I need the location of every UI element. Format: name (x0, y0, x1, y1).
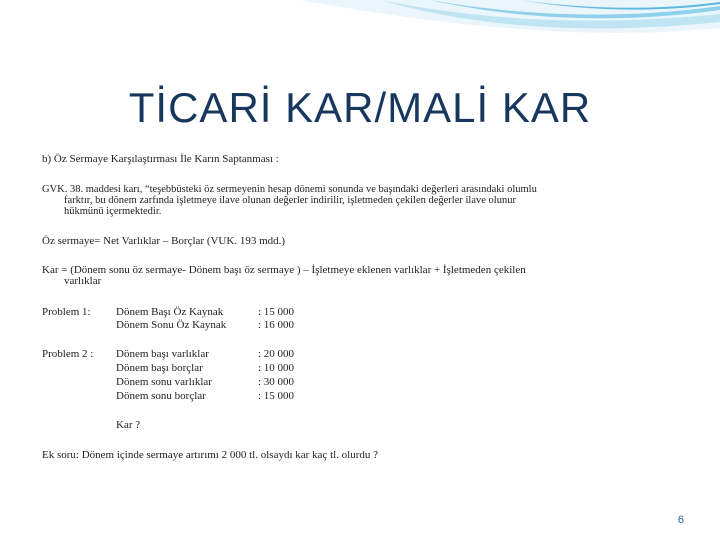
problem-1-item-value: : 15 000 (258, 306, 295, 318)
problem-1-label: Problem 1: (42, 306, 91, 318)
problem-2-item-value: : 10 000 (258, 362, 295, 374)
problem-2-item-value: : 15 000 (258, 390, 295, 402)
kar-formula-line-1: Kar = (Dönem sonu öz sermaye- Dönem başı öz sermaye ) – İşletmeye eklenen varlıklar + İşletmeden çekilen (42, 264, 526, 276)
gvk-line-1: GVK. 38. maddesi karı, “teşebbüsteki öz sermeyenin hesap dönemi sonunda ve başındaki değerleri arasındaki olumlu (42, 184, 537, 195)
problem-2-item-name: Dönem başı borçlar (116, 362, 203, 374)
decorative-waves (0, 0, 720, 80)
problem-1-item-name: Dönem Başı Öz Kaynak (116, 306, 224, 318)
problem-2-item-value: : 30 000 (258, 376, 295, 388)
slide-title: TİCARİ KAR/MALİ KAR (128, 84, 592, 131)
problem-2-item-name: Dönem başı varlıklar (116, 348, 209, 360)
section-heading: b) Öz Sermaye Karşılaştırması İle Karın Saptanması : (42, 153, 279, 165)
problem-1-item-value: : 16 000 (258, 319, 295, 331)
problem-2-item-name: Dönem sonu borçlar (116, 390, 206, 402)
problem-2-label: Problem 2 : (42, 348, 94, 360)
extra-question: Ek soru: Dönem içinde sermaye artırımı 2 000 tl. olsaydı kar kaç tl. olurdu ? (42, 449, 379, 461)
problem-1-item-name: Dönem Sonu Öz Kaynak (116, 319, 227, 331)
kar-formula-line-2: varlıklar (64, 275, 102, 287)
page-number: 6 (677, 514, 684, 526)
problem-2-item-name: Dönem sonu varlıklar (116, 376, 212, 388)
gvk-line-3: hükmünü içermektedir. (64, 206, 162, 217)
gvk-line-2: farktır, bu dönem zarfında işletmeye ilave olunan değerler indirilir, işletmeden çekilen değerler ilave olunur (64, 195, 516, 206)
equity-formula: Öz sermaye= Net Varlıklar – Borçlar (VUK. 193 mdd.) (42, 235, 286, 247)
problem-2-item-value: : 20 000 (258, 348, 295, 360)
question-kar: Kar ? (116, 419, 141, 431)
